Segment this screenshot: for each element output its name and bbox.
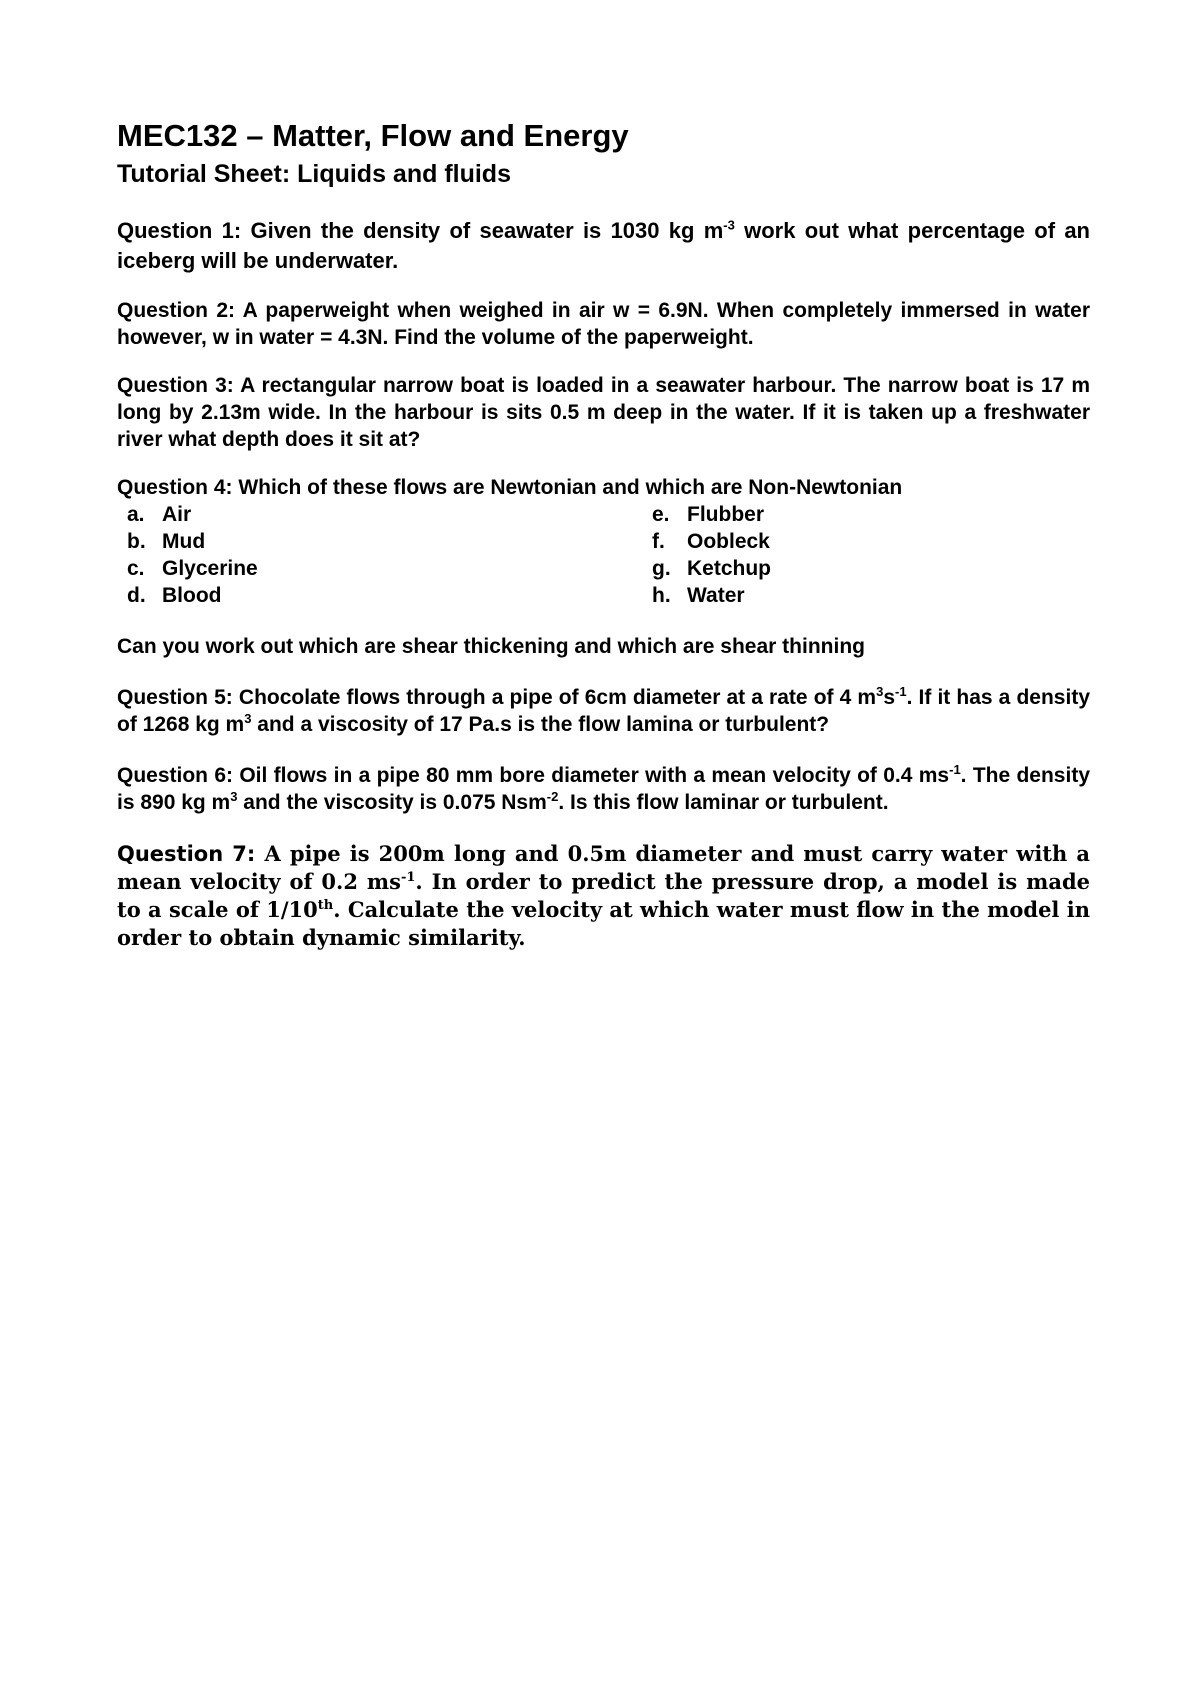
shear-question: Can you work out which are shear thickening and which are shear thinning	[117, 635, 865, 658]
question-7	[117, 840, 1090, 952]
list-item-text: Glycerine	[162, 557, 258, 580]
question-7-label: Question 7:	[117, 842, 256, 866]
question-4	[117, 474, 1090, 501]
document-content	[117, 118, 1090, 952]
question-6-text-b: . The density is 890 kg m	[117, 764, 1090, 814]
question-7-sup-1: -1	[400, 870, 416, 885]
page-subtitle: Tutorial Sheet: Liquids and fluids	[117, 160, 511, 188]
question-2	[117, 297, 1090, 351]
list-item-letter: f.	[652, 530, 665, 553]
question-1-label: Question 1:	[117, 218, 242, 243]
question-7-sup-2: th	[317, 898, 334, 913]
question-5-label: Question 5:	[117, 686, 233, 709]
question-6-sup-3: -2	[546, 789, 559, 804]
list-item-letter: a.	[127, 503, 145, 526]
list-item	[642, 528, 942, 555]
question-6-label: Question 6:	[117, 764, 233, 787]
question-6-text-d: . Is this flow laminar or turbulent.	[558, 791, 889, 814]
list-item	[642, 501, 942, 528]
question-5-text-b: s	[883, 686, 896, 709]
question-6	[117, 762, 1090, 816]
list-item-letter: e.	[652, 503, 670, 526]
question-3-text: A rectangular narrow boat is loaded in a seawater harbour. The narrow boat is 17 m long by 2.13m wide. In the harbour is sits 0.5 m deep in the water. If it is taken up a freshwater river what depth does it sit at?	[117, 374, 1090, 451]
question-4-options-list	[117, 501, 1090, 609]
question-5-sup-1: 3	[876, 684, 884, 699]
question-1-sup: -3	[723, 217, 735, 233]
list-item	[117, 555, 642, 582]
list-item-text: Ketchup	[687, 557, 771, 580]
list-item-letter: d.	[127, 584, 146, 607]
list-item-text: Flubber	[687, 503, 764, 526]
question-5	[117, 684, 1090, 738]
question-2-text: A paperweight when weighed in air w = 6.9N. When completely immersed in water however, w in water = 4.3N. Find the volume of the paperweight.	[117, 299, 1091, 349]
question-1	[117, 216, 1090, 276]
list-item-text: Oobleck	[687, 530, 770, 553]
list-item-letter: h.	[652, 584, 671, 607]
list-item	[117, 528, 642, 555]
list-item-text: Blood	[162, 584, 222, 607]
question-5-text-c: . If it has a density of 1268 kg m	[117, 686, 1090, 736]
question-3	[117, 372, 1090, 453]
question-3-label: Question 3:	[117, 374, 234, 397]
question-5-sup-2: -1	[895, 684, 907, 699]
question-5-text-d: and a viscosity of 17 Pa.s is the flow lamina or turbulent?	[251, 713, 830, 736]
list-item-text: Mud	[162, 530, 206, 553]
list-item-letter: g.	[652, 557, 671, 580]
question-6-text-c: and the viscosity is 0.075 Nsm	[237, 791, 547, 814]
question-1-text-a: Given the density of seawater is 1030 kg m	[241, 218, 724, 243]
question-7-text-a: A pipe is 200m long and 0.5m diameter and must carry water with a mean velocity of 0.2 ms	[117, 841, 1090, 894]
list-item	[117, 501, 642, 528]
list-item	[117, 582, 642, 609]
question-6-text-a: Oil flows in a pipe 80 mm bore diameter with a mean velocity of 0.4 ms	[233, 764, 950, 787]
question-4-text: Which of these flows are Newtonian and which are Non-Newtonian	[232, 476, 903, 499]
list-item	[642, 555, 942, 582]
question-4-label: Question 4:	[117, 476, 233, 499]
question-7-text-c: . Calculate the velocity at which water must flow in the model in order to obtain dynamic similarity.	[117, 897, 1090, 950]
page-title: MEC132 – Matter, Flow and Energy	[117, 118, 629, 153]
list-item-letter: c.	[127, 557, 145, 580]
list-item-text: Water	[687, 584, 745, 607]
question-5-sup-3: 3	[244, 711, 252, 726]
question-5-text-a: Chocolate flows through a pipe of 6cm diameter at a rate of 4 m	[232, 686, 877, 709]
list-item-letter: b.	[127, 530, 146, 553]
question-2-label: Question 2:	[117, 299, 236, 322]
list-item-text: Air	[162, 503, 192, 526]
list-item	[642, 582, 942, 609]
question-6-sup-1: -1	[949, 762, 961, 777]
question-7-text-b: . In order to predict the pressure drop, a model is made to a scale of 1/10	[117, 869, 1090, 922]
question-6-sup-2: 3	[230, 789, 238, 804]
question-1-text-b: work out what percentage of an iceberg will be underwater.	[117, 218, 1090, 273]
